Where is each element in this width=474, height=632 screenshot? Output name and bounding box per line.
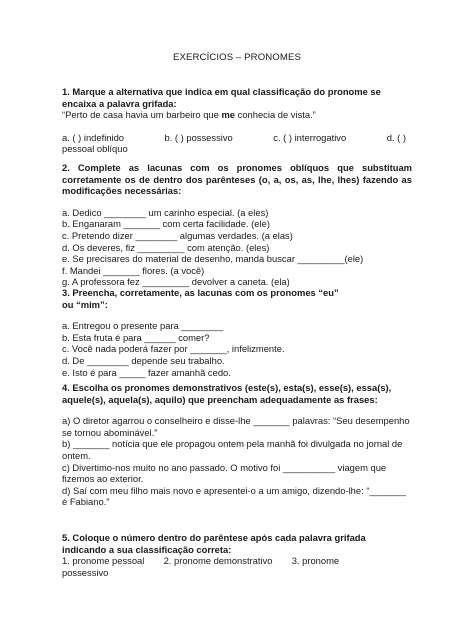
question-5-options xyxy=(62,555,412,567)
exercise-line: d. Os deveres, fiz _________ com atenção. (eles) xyxy=(62,241,270,253)
exercise-line: b. Esta fruta é para ______ comer? xyxy=(62,331,210,343)
exercise-line: a. Dedico ________ um carinho especial. (a eles) xyxy=(62,206,269,218)
option-c[interactable]: c. ( ) interrogativo xyxy=(273,131,347,143)
option-1: 1. pronome pessoal xyxy=(62,555,145,567)
exercise-line: e. Isto é para _____ fazer amanhã cedo. xyxy=(62,366,231,378)
exercise-line: e. Se precisares do material de desenho, manda buscar _________(ele) xyxy=(62,253,364,265)
exercise-line: f. Mandei _______ flores. (a você) xyxy=(62,264,205,276)
exercise-line: c. Você nada poderá fazer por _______, infelizmente. xyxy=(62,343,285,355)
option-2: 2. pronome demonstrativo xyxy=(163,555,273,567)
exercise-line: b) _______ notícia que ele propagou ontem pela manhã foi divulgada no jornal de ontem. xyxy=(62,438,403,461)
highlighted-word: me xyxy=(221,109,236,121)
option-3: 3. pronome xyxy=(291,555,340,567)
option-a[interactable]: a. ( ) indefinido xyxy=(62,131,125,143)
option-d[interactable]: d. ( ) xyxy=(386,131,406,143)
question-1 xyxy=(62,86,412,155)
question-2-heading: 2. Complete as lacunas com os pronomes oblíquos que substituam corretamente os de dentro dos parênteses (o, a, os, as, lhe, lhes) fazendo as modificações necessárias: xyxy=(62,162,412,197)
exercise-line: c. Pretendo dizer ________ algumas verdades. (a elas) xyxy=(62,229,293,241)
exercise-line: a) O diretor agarrou o conselheiro e disse-lhe _______ palavras: “Seu desempenho se tornou abominável.” xyxy=(62,415,410,438)
exercise-line: a. Entregou o presente para ________ xyxy=(62,320,224,332)
page-title: EXERCÍCIOS – PRONOMES xyxy=(173,52,301,63)
exercise-line: d. De ________ depende seu trabalho. xyxy=(62,354,225,366)
question-3 xyxy=(62,287,412,378)
question-1-heading: 1. Marque a alternativa que indica em qual classificação do pronome se encaixa a palavra grifada: xyxy=(62,86,381,109)
question-1-options xyxy=(62,132,406,144)
question-5 xyxy=(62,532,412,578)
question-4 xyxy=(62,382,412,508)
question-3-heading: 3. Preencha, corretamente, as lacunas com os pronomes “eu” ou “mim”: xyxy=(62,287,339,310)
quote-text-end: conhecia de vista.” xyxy=(235,109,316,121)
option-d-text: pessoal oblíquo xyxy=(62,143,128,155)
question-4-heading: 4. Escolha os pronomes demonstrativos (este(s), esta(s), esse(s), essa(s), aquele(s), aquela(s), aquilo) que preencham adequadamente as frases: xyxy=(62,382,392,405)
exercise-line: d) Saí com meu filho mais novo e apresentei-o a um amigo, dizendo-lhe: “_______ é Fabiano.” xyxy=(62,484,406,508)
quote-text: “Perto de casa havia um barbeiro que xyxy=(62,109,222,121)
question-2 xyxy=(62,162,412,288)
option-b[interactable]: b. ( ) possessivo xyxy=(164,131,233,143)
exercise-line: b. Enganaram _______ com certa facilidade. (ele) xyxy=(62,218,270,230)
question-1-quote xyxy=(62,109,412,121)
exercise-line: c) Divertimo-nos muito no ano passado. O motivo foi __________ viagem que fizemos ao exterior. xyxy=(62,461,387,485)
option-3-text: possessivo xyxy=(62,566,109,578)
question-5-heading: 5. Coloque o número dentro do parêntese após cada palavra grifada indicando a sua classificação correta: xyxy=(62,532,366,555)
exercise-line: g. A professora fez _________ devolver a caneta. (ela) xyxy=(62,276,290,288)
